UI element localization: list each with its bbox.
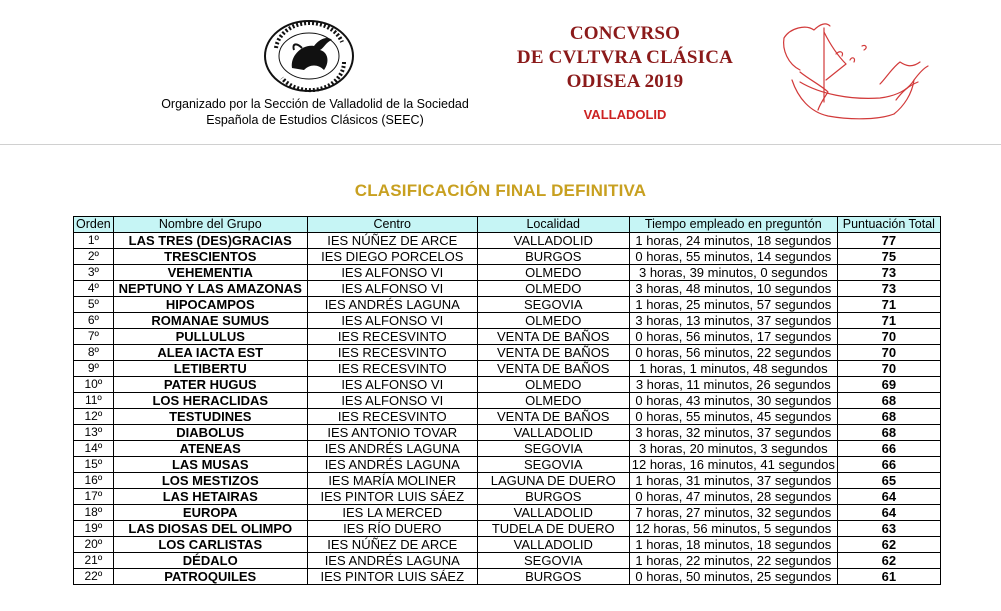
time-cell: 3 horas, 32 minutos, 37 segundos <box>629 425 837 441</box>
score-cell: 71 <box>837 313 940 329</box>
group-name-cell: PULLULUS <box>113 329 307 345</box>
table-row <box>74 473 941 489</box>
time-cell: 3 horas, 11 minutos, 26 segundos <box>629 377 837 393</box>
school-cell: IES ALFONSO VI <box>307 377 477 393</box>
score-cell: 63 <box>837 521 940 537</box>
table-row <box>74 457 941 473</box>
order-cell: 6º <box>74 313 114 329</box>
time-cell: 0 horas, 55 minutos, 45 segundos <box>629 409 837 425</box>
group-name-cell: DÉDALO <box>113 553 307 569</box>
town-cell: VALLADOLID <box>477 233 629 249</box>
town-cell: OLMEDO <box>477 377 629 393</box>
table-row <box>74 377 941 393</box>
seec-seal-logo <box>262 18 356 94</box>
school-cell: IES RÍO DUERO <box>307 521 477 537</box>
contest-title-line-1: CONCVRSO <box>569 23 681 44</box>
school-cell: IES RECESVINTO <box>307 361 477 377</box>
score-cell: 70 <box>837 329 940 345</box>
score-cell: 64 <box>837 489 940 505</box>
town-cell: VALLADOLID <box>477 505 629 521</box>
school-cell: IES ANDRÉS LAGUNA <box>307 457 477 473</box>
group-name-cell: LOS CARLISTAS <box>113 537 307 553</box>
contest-title-line-3: ODISEA 2019 <box>566 71 684 92</box>
town-cell: VALLADOLID <box>477 425 629 441</box>
table-row <box>74 249 941 265</box>
school-cell: IES RECESVINTO <box>307 409 477 425</box>
city-label: VALLADOLID <box>583 107 667 122</box>
order-cell: 13º <box>74 425 114 441</box>
school-cell: IES ANDRÉS LAGUNA <box>307 441 477 457</box>
column-header-order: Orden <box>74 217 114 233</box>
school-cell: IES NÚÑEZ DE ARCE <box>307 233 477 249</box>
town-cell: OLMEDO <box>477 393 629 409</box>
group-name-cell: TESTUDINES <box>113 409 307 425</box>
table-row <box>74 313 941 329</box>
score-cell: 73 <box>837 281 940 297</box>
time-cell: 1 horas, 1 minutos, 48 segundos <box>629 361 837 377</box>
order-cell: 12º <box>74 409 114 425</box>
town-cell: TUDELA DE DUERO <box>477 521 629 537</box>
order-cell: 19º <box>74 521 114 537</box>
order-cell: 10º <box>74 377 114 393</box>
school-cell: IES ALFONSO VI <box>307 265 477 281</box>
order-cell: 7º <box>74 329 114 345</box>
time-cell: 3 horas, 48 minutos, 10 segundos <box>629 281 837 297</box>
score-cell: 77 <box>837 233 940 249</box>
score-cell: 68 <box>837 409 940 425</box>
town-cell: LAGUNA DE DUERO <box>477 473 629 489</box>
town-cell: SEGOVIA <box>477 441 629 457</box>
time-cell: 0 horas, 56 minutos, 22 segundos <box>629 345 837 361</box>
table-row <box>74 505 941 521</box>
time-cell: 0 horas, 55 minutos, 14 segundos <box>629 249 837 265</box>
column-header-school: Centro <box>307 217 477 233</box>
group-name-cell: DIABOLUS <box>113 425 307 441</box>
group-name-cell: HIPOCAMPOS <box>113 297 307 313</box>
column-header-group-name: Nombre del Grupo <box>113 217 307 233</box>
table-row <box>74 489 941 505</box>
town-cell: BURGOS <box>477 249 629 265</box>
group-name-cell: PATROQUILES <box>113 569 307 585</box>
group-name-cell: TRESCIENTOS <box>113 249 307 265</box>
town-cell: OLMEDO <box>477 281 629 297</box>
time-cell: 7 horas, 27 minutos, 32 segundos <box>629 505 837 521</box>
time-cell: 1 horas, 18 minutos, 18 segundos <box>629 537 837 553</box>
score-cell: 68 <box>837 393 940 409</box>
score-cell: 68 <box>837 425 940 441</box>
score-cell: 73 <box>837 265 940 281</box>
header-divider <box>0 144 1001 145</box>
score-cell: 66 <box>837 441 940 457</box>
group-name-cell: ALEA IACTA EST <box>113 345 307 361</box>
group-name-cell: LAS DIOSAS DEL OLIMPO <box>113 521 307 537</box>
group-name-cell: EUROPA <box>113 505 307 521</box>
town-cell: BURGOS <box>477 489 629 505</box>
table-row <box>74 569 941 585</box>
organizer-line-1: Organizado por la Sección de Valladolid de la Sociedad <box>161 97 469 111</box>
town-cell: VENTA DE BAÑOS <box>477 361 629 377</box>
group-name-cell: VEHEMENTIA <box>113 265 307 281</box>
order-cell: 9º <box>74 361 114 377</box>
score-cell: 70 <box>837 345 940 361</box>
table-row <box>74 297 941 313</box>
time-cell: 0 horas, 50 minutos, 25 segundos <box>629 569 837 585</box>
order-cell: 1º <box>74 233 114 249</box>
time-cell: 0 horas, 43 minutos, 30 segundos <box>629 393 837 409</box>
time-cell: 12 horas, 16 minutos, 41 segundos <box>629 457 837 473</box>
table-row <box>74 441 941 457</box>
school-cell: IES ANDRÉS LAGUNA <box>307 297 477 313</box>
school-cell: IES DIEGO PORCELOS <box>307 249 477 265</box>
school-cell: IES ALFONSO VI <box>307 393 477 409</box>
town-cell: OLMEDO <box>477 265 629 281</box>
school-cell: IES ALFONSO VI <box>307 313 477 329</box>
group-name-cell: ROMANAE SUMUS <box>113 313 307 329</box>
order-cell: 5º <box>74 297 114 313</box>
town-cell: VENTA DE BAÑOS <box>477 329 629 345</box>
time-cell: 12 horas, 56 minutos, 5 segundos <box>629 521 837 537</box>
table-row <box>74 345 941 361</box>
table-header-row <box>74 217 941 233</box>
score-cell: 66 <box>837 457 940 473</box>
town-cell: VENTA DE BAÑOS <box>477 345 629 361</box>
score-cell: 75 <box>837 249 940 265</box>
town-cell: SEGOVIA <box>477 457 629 473</box>
table-row <box>74 329 941 345</box>
order-cell: 4º <box>74 281 114 297</box>
school-cell: IES MARÍA MOLINER <box>307 473 477 489</box>
table-row <box>74 393 941 409</box>
order-cell: 18º <box>74 505 114 521</box>
ship-sketch-drawing <box>780 20 930 130</box>
contest-title <box>510 22 740 94</box>
group-name-cell: LAS HETAIRAS <box>113 489 307 505</box>
order-cell: 15º <box>74 457 114 473</box>
score-cell: 70 <box>837 361 940 377</box>
score-cell: 65 <box>837 473 940 489</box>
town-cell: SEGOVIA <box>477 297 629 313</box>
town-cell: SEGOVIA <box>477 553 629 569</box>
column-header-time: Tiempo empleado en preguntón <box>629 217 837 233</box>
school-cell: IES ALFONSO VI <box>307 281 477 297</box>
group-name-cell: LAS MUSAS <box>113 457 307 473</box>
group-name-cell: ATENEAS <box>113 441 307 457</box>
table-row <box>74 361 941 377</box>
score-cell: 61 <box>837 569 940 585</box>
table-row <box>74 553 941 569</box>
table-row <box>74 537 941 553</box>
table-row <box>74 281 941 297</box>
order-cell: 3º <box>74 265 114 281</box>
school-cell: IES ANDRÉS LAGUNA <box>307 553 477 569</box>
time-cell: 3 horas, 20 minutos, 3 segundos <box>629 441 837 457</box>
order-cell: 22º <box>74 569 114 585</box>
order-cell: 16º <box>74 473 114 489</box>
time-cell: 0 horas, 47 minutos, 28 segundos <box>629 489 837 505</box>
time-cell: 0 horas, 56 minutos, 17 segundos <box>629 329 837 345</box>
results-table-body <box>74 233 941 585</box>
school-cell: IES RECESVINTO <box>307 329 477 345</box>
group-name-cell: NEPTUNO Y LAS AMAZONAS <box>113 281 307 297</box>
town-cell: VALLADOLID <box>477 537 629 553</box>
order-cell: 20º <box>74 537 114 553</box>
time-cell: 1 horas, 31 minutos, 37 segundos <box>629 473 837 489</box>
town-cell: BURGOS <box>477 569 629 585</box>
score-cell: 71 <box>837 297 940 313</box>
group-name-cell: LETIBERTU <box>113 361 307 377</box>
score-cell: 62 <box>837 553 940 569</box>
group-name-cell: PATER HUGUS <box>113 377 307 393</box>
score-cell: 69 <box>837 377 940 393</box>
school-cell: IES PINTOR LUIS SÁEZ <box>307 489 477 505</box>
town-cell: OLMEDO <box>477 313 629 329</box>
score-cell: 62 <box>837 537 940 553</box>
school-cell: IES LA MERCED <box>307 505 477 521</box>
column-header-town: Localidad <box>477 217 629 233</box>
school-cell: IES RECESVINTO <box>307 345 477 361</box>
order-cell: 17º <box>74 489 114 505</box>
order-cell: 11º <box>74 393 114 409</box>
results-table <box>73 216 941 585</box>
order-cell: 14º <box>74 441 114 457</box>
group-name-cell: LAS TRES (DES)GRACIAS <box>113 233 307 249</box>
score-cell: 64 <box>837 505 940 521</box>
group-name-cell: LOS MESTIZOS <box>113 473 307 489</box>
page-header <box>0 0 1001 145</box>
table-row <box>74 265 941 281</box>
table-row <box>74 521 941 537</box>
time-cell: 3 horas, 39 minutos, 0 segundos <box>629 265 837 281</box>
order-cell: 21º <box>74 553 114 569</box>
town-cell: VENTA DE BAÑOS <box>477 409 629 425</box>
school-cell: IES PINTOR LUIS SÁEZ <box>307 569 477 585</box>
order-cell: 8º <box>74 345 114 361</box>
table-row <box>74 233 941 249</box>
group-name-cell: LOS HERACLIDAS <box>113 393 307 409</box>
page-title: CLASIFICACIÓN FINAL DEFINITIVA <box>354 181 647 200</box>
organizer-line-2: Española de Estudios Clásicos (SEEC) <box>206 113 424 127</box>
table-row <box>74 409 941 425</box>
time-cell: 1 horas, 24 minutos, 18 segundos <box>629 233 837 249</box>
time-cell: 1 horas, 25 minutos, 57 segundos <box>629 297 837 313</box>
table-row <box>74 425 941 441</box>
order-cell: 2º <box>74 249 114 265</box>
time-cell: 1 horas, 22 minutos, 22 segundos <box>629 553 837 569</box>
school-cell: IES ANTONIO TOVAR <box>307 425 477 441</box>
contest-title-line-2: DE CVLTVRA CLÁSICA <box>516 47 734 68</box>
school-cell: IES NÚÑEZ DE ARCE <box>307 537 477 553</box>
time-cell: 3 horas, 13 minutos, 37 segundos <box>629 313 837 329</box>
column-header-score: Puntuación Total <box>837 217 940 233</box>
organizer-text <box>150 96 480 128</box>
